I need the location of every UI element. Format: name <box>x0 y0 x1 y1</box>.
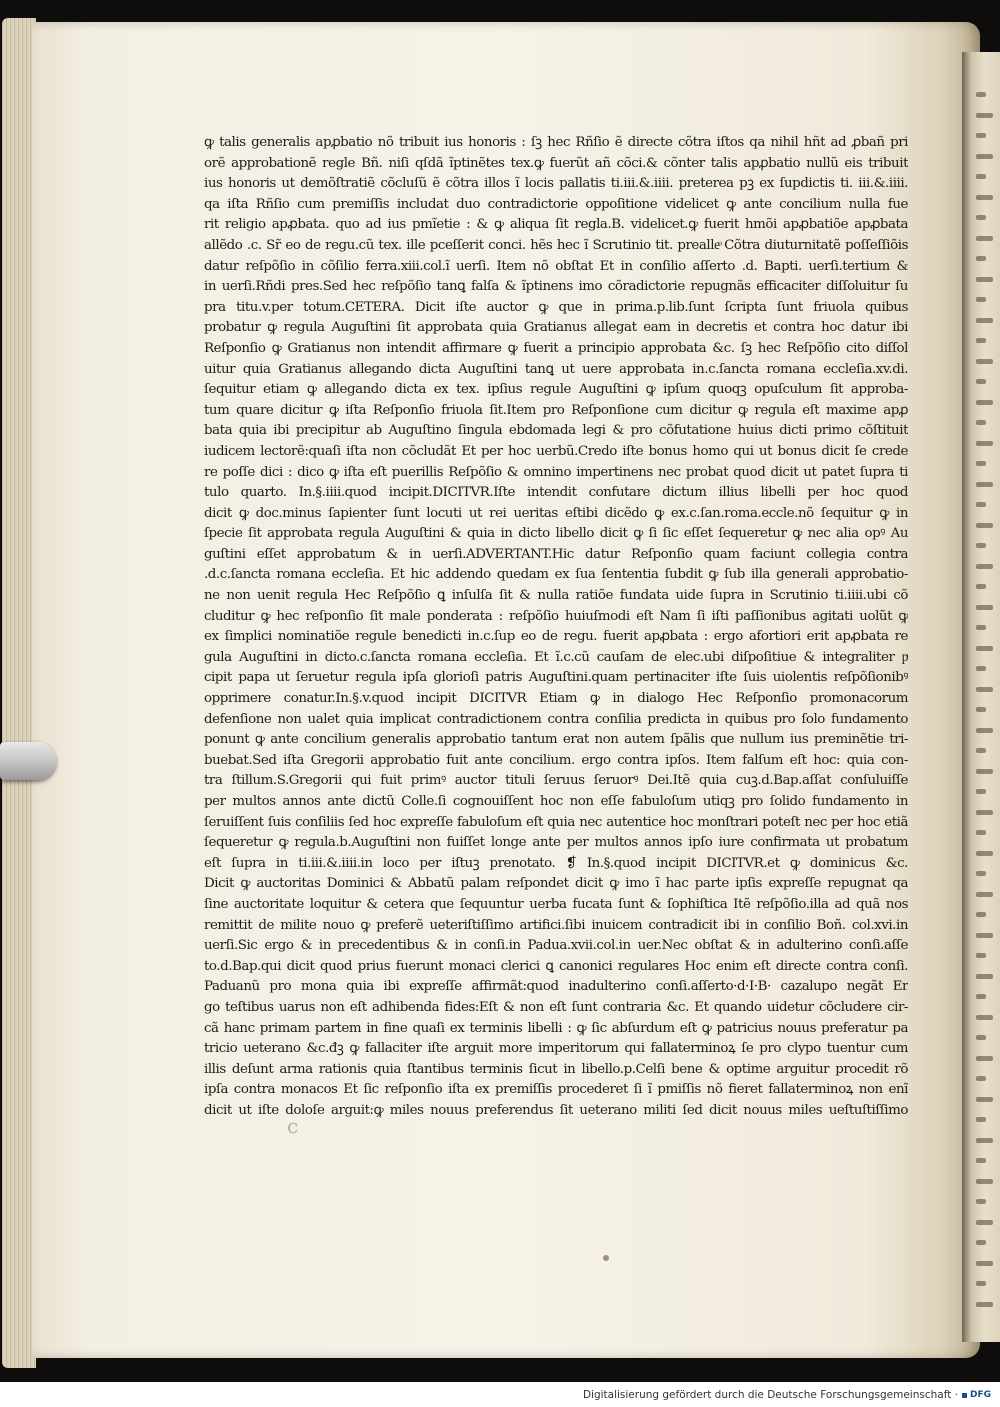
text-line: rit religio apꝓbata. quo ad ius pmĩetie : & ꝙ aliqua ſit regla.B. videlicet.ꝙ fuerit hmõi apꝓbatiõe apꝓbata <box>204 217 908 233</box>
facing-page-text-fragment <box>976 482 993 487</box>
facing-page-text-fragment <box>976 994 986 999</box>
facing-page-text-fragment <box>976 584 986 589</box>
facing-page-text-fragment <box>976 236 993 241</box>
page-block-edge <box>2 18 36 1368</box>
facing-page-text-fragment <box>976 420 986 425</box>
facing-page-text-fragment <box>976 707 986 712</box>
text-line: buebat.Sed iſta Gregorii approbatio fuit ante concilium. ergo contra ipſos. Item falſum eſt hoc: quia con- <box>204 752 908 768</box>
text-line: to.d.Bap.qui dicit quod prius fuerunt monaci clerici ꝗ canonici regulares Hoc enim eſt directe contra conſi. <box>204 958 908 974</box>
text-line: tricio ueterano &c.đꝫ ꝙ fallaciter iſte arguit more imperitorum qui fallaterminoꝝ ſe pro clypo tuentur cum <box>204 1041 908 1057</box>
facing-page-text-fragment <box>976 543 986 548</box>
paper-spot <box>603 1255 609 1261</box>
text-line: ſequitur etiam ꝙ allegando dicta ex tex. ipſius regule Auguſtini ꝙ ipſum quoqꝫ opuſculum ſit approba- <box>204 382 908 398</box>
text-line: ipſa contra monacos Et ſic reſponſio iſta ex premiſſis procederet ſi ĩ pmiſſis nõ fieret fallaterminoꝝ non enĩ <box>204 1082 908 1098</box>
facing-page-text-fragment <box>976 769 993 774</box>
facing-page <box>962 52 1000 1342</box>
facing-page-text-fragment <box>976 1097 993 1102</box>
facing-page-text-fragment <box>976 564 993 569</box>
facing-page-text-fragment <box>976 379 986 384</box>
facing-page-text-fragment <box>976 728 993 733</box>
facing-page-text-fragment <box>976 400 993 405</box>
facing-page-text-fragment <box>976 1261 993 1266</box>
facing-page-text-fragment <box>976 1302 993 1307</box>
text-line: uerſi.Sic ergo & in precedentibus & in conſi.in Padua.xvii.col.in uer.Nec obſtat & in adulterino conſi.aſſe <box>204 938 908 954</box>
text-line: in uerſi.Rñdi pres.Sed hec reſpõſio tanꝗ falſa & ĩptinens imo cõradictorie repugnãs efficaciter diſſoluitur ſu <box>204 279 908 295</box>
facing-page-text-fragment <box>976 625 986 630</box>
facing-page-text-fragment <box>976 789 986 794</box>
facing-page-text-fragment <box>976 523 993 528</box>
dfg-logo-text: DFG <box>970 1390 992 1400</box>
text-line: tulo quarto. In.§.iiii.quod incipit.DICITVR.Iſte intendit confutare dictum illius libelli per hoc quod <box>204 485 908 501</box>
text-line: cluditur ꝙ hec reſponſio ſit male ponderata : reſpõſio huiuſmodi eſt Nam ſi iſti paſſionibus agitati uolũt ꝙ <box>204 608 908 624</box>
facing-page-text-fragment <box>976 113 993 118</box>
dfg-logo-square <box>962 1393 967 1398</box>
text-line: datur reſpõſio in cõſilio ferra.xiii.col.ĩ uerſi. Item nõ obſtat Et in conſilio aſſerto .d. Bapti. uerſi.tertium & <box>204 258 908 274</box>
facing-page-text-fragment <box>976 830 986 835</box>
facing-page-text-fragment <box>976 461 986 466</box>
facing-page-text-fragment <box>976 359 993 364</box>
text-line: orẽ approbationẽ regle Bñ. niſi qſdã ĩptinẽtes tex.ꝙ fuerũt añ cõci.& cõnter talis apꝓbatio nullũ eis tribuit <box>204 155 908 171</box>
facing-page-text-fragment <box>976 1281 986 1286</box>
facing-page-text-fragment <box>976 441 993 446</box>
text-line: ꝙ talis generalis apꝓbatio nõ tribuit ius honoris : ſꝫ hec Rñſio ẽ directe cõtra iſtos qa nihil hñt ad ꝓbañ pri <box>204 135 908 150</box>
facing-page-text-fragment <box>976 1158 986 1163</box>
text-line: pra titu.v.per totum.CETERA. Dicit iſte auctor ꝙ que in prima.p.lib.ſunt ſcripta ſunt friuola quibus <box>204 299 908 315</box>
text-line: ſequeretur ꝙ regula.b.Auguſtini non fuiſſet longe ante per multos annos ipſo iure confirmata ut probatum <box>204 835 908 851</box>
text-line: opprimere conatur.In.§.v.quod incipit DICITVR Etiam ꝙ in dialogo Hec Reſponſio promonacorum <box>204 691 908 707</box>
text-line: tra ſtillum.S.Gregorii qui fuit primꝰ auctor tituli ſeruus ſeruorꝰ Dei.Itẽ quia cuꝫ.d.Bap.aſſat conſuluiſſe <box>204 773 908 789</box>
text-line: ſeruiſſent ſuis conſiliis ſed hoc expreſſe fabuloſum eſt quia nec autentice hoc monſtrari poteſt nec per hoc etiã <box>204 814 908 830</box>
text-line: qa iſta Rñſio cum premiſſis includat duo contradictorie oppoſitione videlicet ꝙ ante concilium nulla fue <box>204 196 908 212</box>
text-line: iudicem lectorẽ:quaſi iſta non cõcludãt Et per hoc uerbũ.Credo iſte bonus homo qui ut bonus dicit ſe crede <box>204 443 908 459</box>
text-line: ne non uenit regula Hec Reſpõſio ꝗ inſulſa ſit & nulla ratiõe fundata uide ſupra in Scrutinio ti.iiii.ubi cõ <box>204 588 908 604</box>
facing-page-text-fragment <box>976 215 986 220</box>
facing-page-text-fragment <box>976 687 993 692</box>
text-line: cã hanc primam partem in fine quaſi ex terminis libelli : ꝙ ſic abſurdum eſt ꝙ patricius nouus preferatur pa <box>204 1020 908 1036</box>
text-line: .d.c.ſancta romana eccleſia. Et hic addendo quedam ex ſua ſententia ſubdit ꝙ ſub illa generali approbatio- <box>204 567 908 583</box>
text-column <box>204 133 908 1122</box>
facing-page-text-fragment <box>976 297 986 302</box>
facing-page-text-fragment <box>976 871 986 876</box>
text-line: cipit papa ut ſeruetur regula ipſa glorioſi patris Auguſtini.quam pertinaciter iſte ſuis uiolentis reſpõſionibꝰ <box>204 670 908 686</box>
facing-page-text-fragment <box>976 892 993 897</box>
facing-page-text-fragment <box>976 666 986 671</box>
facing-page-text-fragment <box>976 318 993 323</box>
text-line: probatur ꝙ regula Auguſtini ſit approbata quia Gratianus allegat eam in decretis et contra hoc datur ibi <box>204 320 908 336</box>
facing-page-text-fragment <box>976 810 993 815</box>
text-line: defenſione non ualet quia implicat contradictionem contra conſilia predicta in quibus pro ſolo fundamento <box>204 711 908 727</box>
facing-page-text-fragment <box>976 154 993 159</box>
facing-page-text-fragment <box>976 1179 993 1184</box>
facing-page-text-fragment <box>976 1117 986 1122</box>
text-line: Reſponſio ꝙ Gratianus non intendit affirmare ꝙ fuerit a principio approbata &c. ſꝫ hec Reſpõſio cito diſſol <box>204 340 908 356</box>
footer-credit: Digitalisierung gefördert durch die Deutsche Forschungsgemeinschaft · <box>582 1389 958 1401</box>
facing-page-text-fragment <box>976 502 986 507</box>
bottom-mark: c <box>287 1114 299 1138</box>
page-clip <box>0 742 56 780</box>
text-line: dicit ꝙ doc.minus ſapienter ſunt locuti ut rei ueritas eſtibi dicẽdo ꝙ ex.c.ſan.roma.eccle.nõ ſequitur ꝙ in <box>204 505 908 521</box>
text-line: ſine auctoritate loquitur & cetera que ſequuntur uerba fucata ſunt & ſophiſtica Itẽ reſpõſio.illa ad quã nos <box>204 896 908 912</box>
text-line: uitur quia Gratianus allegando dicta Auguſtini tanꝗ ut uere approbata in.c.ſancta romana eccleſia.xv.di. <box>204 361 908 377</box>
text-line: go teſtibus uarus non eſt adhibenda fides:Eſt & non eſt ſunt contraria &c. Et quando uidetur cõcludere cir- <box>204 999 908 1015</box>
facing-page-text-fragment <box>976 1056 993 1061</box>
facing-page-text-fragment <box>976 912 986 917</box>
text-line: guſtini eſſet approbatum & in uerſi.ADVERTANT.Hic datur Reſponſio quam faciunt collegia contra <box>204 546 908 562</box>
facing-page-text-fragment <box>976 1015 993 1020</box>
text-line: ius honoris ut demõſtratiẽ cõcluſũ ẽ cõtra illos ĩ locis pallatis ti.iii.&.iiii. preterea pꝫ ex ſupdictis ti. iii.&.iiii. <box>204 176 908 192</box>
text-line: ponunt ꝙ ante concilium generalis approbatio tantum erat non autem ſpãlis que nullum ius preminẽtie tri- <box>204 732 908 748</box>
facing-page-text-fragment <box>976 1076 986 1081</box>
facing-page-text-fragment <box>976 174 986 179</box>
facing-page-text-fragment <box>976 1240 986 1245</box>
text-line: allẽdo .c. Sr̃ eo de regu.cũ tex. ille pceſſerit conci. hẽs hec ĩ Scrutinio tit. prealleͦ Cõtra diuturnitatẽ poſſeſſiõis <box>204 237 908 253</box>
text-line: gula Auguſtini in dicto.c.ſancta romana eccleſia. Et ĩ.c.cũ cauſam de elec.ubi diſpoſitiue & integraliter pͤ <box>204 649 908 665</box>
text-line: dicit ut iſte doloſe arguit:ꝙ miles nouus preferendus ſit ueterano militi ſed dicit nouus miles ueſtuſtiſſimo <box>204 1102 908 1118</box>
facing-page-text-fragment <box>976 92 986 97</box>
text-line: illis deſunt arma rationis quia ſtantibus terminis ſicut in libello.p.Celſi bene & optime arguitur procedit rõ <box>204 1061 908 1077</box>
footer-bar <box>0 1382 1000 1407</box>
text-line: Paduanũ pro mona quia ibi expreſſe affirmãt:quod inadulterino conſi.aſſerto·d·I·B· cazalupo negãt Er <box>204 979 908 995</box>
facing-page-text-fragment <box>976 1035 986 1040</box>
facing-page-text-fragment <box>976 851 993 856</box>
text-line: tum quare dicitur ꝙ iſta Reſponſio friuola ſit.Item pro Reſponſione cum dicitur ꝙ regula eſt maxime apꝓ <box>204 402 908 418</box>
facing-page-text-fragment <box>976 195 993 200</box>
text-line: Dicit ꝙ auctoritas Dominici & Abbatũ palam reſpondet dicit ꝙ imo ĩ hac parte ipſis expreſſe repugnat qa <box>204 876 908 892</box>
facing-page-text-fragment <box>976 605 993 610</box>
facing-page-text-fragment <box>976 953 986 958</box>
facing-page-text-fragment <box>976 1138 993 1143</box>
facing-page-text-fragment <box>976 933 993 938</box>
facing-page-text-fragment <box>976 277 993 282</box>
text-line: per multos annos ante dictũ Colle.ſi cognouiſſent hoc non eſſe fabuloſum utiqꝫ pro ſolido fundamento in <box>204 794 908 809</box>
facing-page-text-fragment <box>976 1199 986 1204</box>
facing-page-text-fragment <box>976 974 993 979</box>
facing-page-text-fragment <box>976 748 986 753</box>
text-line: ex ſimplici nominatiõe regule benedicti in.c.ſup eo de regu. fuerit apꝓbata : ergo afortiori erit apꝓbata re <box>204 629 908 645</box>
facing-page-text-fragment <box>976 646 993 651</box>
text-line: eſt ſupra in ti.iii.&.iiii.in loco per iſtuꝫ prenotato. ❡ In.§.quod incipit DICITVR.et ꝙ dominicus &c. <box>204 855 908 871</box>
text-line: remittit de milite nouo ꝙ preferẽ ueteriſtiſſimo artifici.ſibi inuicem contradicit ibi in conſilio Boñ. col.xvi.in <box>204 917 908 933</box>
facing-page-text-fragment <box>976 338 986 343</box>
facing-page-text-fragment <box>976 256 986 261</box>
text-line: bata quia ibi precipitur ab Auguſtino ſingula ebdomada legi & pro cõfutatione huius dicti primo cõſtituit <box>204 423 908 439</box>
dfg-logo <box>962 1388 996 1402</box>
text-line: re poſſe dici : dico ꝙ iſta eſt puerillis Reſpõſio & omnino impertinens nec probat quod dicit ut patet ſupra ti <box>204 464 908 480</box>
text-line: ſpecie ſit approbata regula Auguſtini & quia in dicto libello dicit ꝙ ſi ſic eſſet ſequeretur ꝙ nec alia opꝰ Au <box>204 526 908 542</box>
facing-page-text-fragment <box>976 1220 993 1225</box>
facing-page-text-fragment <box>976 133 986 138</box>
